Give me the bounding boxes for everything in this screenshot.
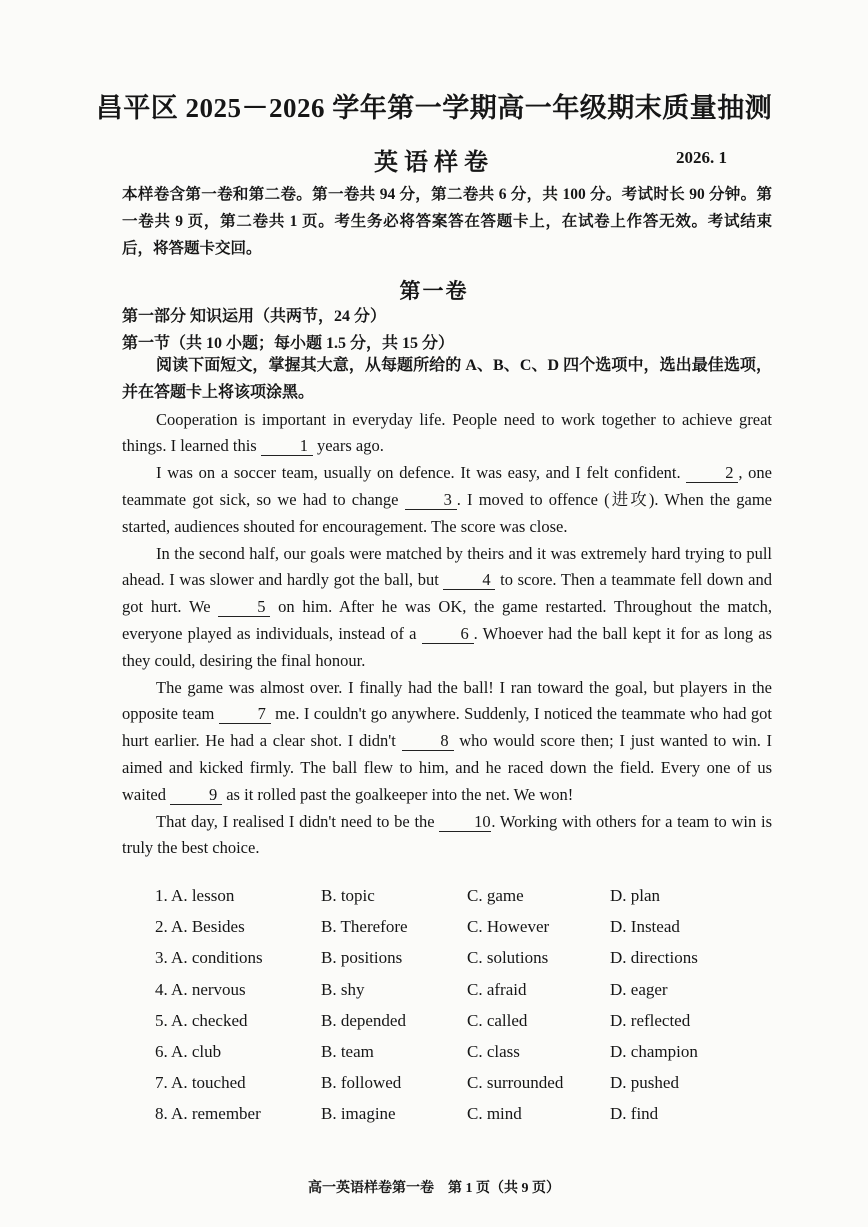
text: , one teammate got sick, so we had to change: [122, 463, 773, 509]
option-row-3: [155, 948, 775, 979]
text: on him. After he was OK, the game restarted. Throughout the match, everyone played as individuals, instead of a: [122, 597, 772, 643]
text: . Working with others for a team to win is truly the best choice.: [122, 811, 772, 858]
option-row-1: [155, 886, 775, 917]
option-d: D. find: [610, 1104, 659, 1124]
option-c: C. called: [467, 1010, 528, 1030]
text: I was on a soccer team, usually on defence. It was easy, and I felt confident.: [156, 463, 687, 483]
text: That day, I realised I didn't need to be the: [156, 811, 440, 831]
blank-8: 8: [402, 732, 454, 751]
text: to score. Then a teammate fell down and got hurt. We: [122, 570, 772, 617]
option-c: C. game: [467, 886, 524, 905]
blank-10: 10: [439, 813, 491, 832]
option-b: B. shy: [321, 979, 365, 999]
option-b: B. depended: [321, 1010, 406, 1030]
text: . Whoever had the ball kept it for as long as they could, desiring the final honour.: [122, 623, 773, 670]
option-a: 5. A. checked: [155, 1010, 248, 1030]
text: as it rolled past the goalkeeper into the net. We won!: [222, 784, 574, 804]
option-c: C. solutions: [467, 948, 549, 968]
option-b: B. followed: [321, 1073, 402, 1093]
answer-options: [155, 886, 775, 1136]
option-c: C. mind: [467, 1104, 522, 1124]
option-a: 7. A. touched: [155, 1073, 246, 1093]
paragraph-2: [122, 460, 772, 540]
option-d: D. directions: [610, 948, 698, 968]
exam-date: 2026. 1: [676, 148, 727, 167]
option-row-2: [155, 917, 775, 948]
part-title: 第一部分 知识运用（共两节，24 分）: [122, 308, 387, 325]
option-a: 2. A. Besides: [155, 917, 245, 937]
option-c: C. class: [467, 1041, 520, 1061]
text: Cooperation is important in everyday life. People need to work together to achieve great things. I learned this: [122, 409, 772, 456]
cloze-passage: [122, 353, 772, 862]
exam-subtitle: 英语样卷: [374, 150, 494, 176]
text: In the second half, our goals were matched by theirs and it was extremely hard trying to pull ahead. I was slower and hardly got the ball, but: [122, 543, 772, 590]
instructions: 阅读下面短文，掌握其大意，从每题所给的 A、B、C、D 四个选项中，选出最佳选项，并在答题卡上将该项涂黑。: [122, 357, 772, 401]
paragraph-4: [122, 675, 772, 809]
option-d: D. Instead: [610, 917, 680, 937]
option-row-8: [155, 1104, 775, 1135]
option-b: B. imagine: [321, 1104, 396, 1124]
option-a: 8. A. remember: [155, 1104, 261, 1124]
option-a: 4. A. nervous: [155, 979, 246, 999]
blank-4: 4: [443, 571, 495, 590]
text: who would score then; I just wanted to win. I aimed and kicked firmly. The ball flew to him, and he raced down the field. Every one of us waited: [122, 731, 773, 804]
volume-title: 第一卷: [399, 279, 469, 303]
text: The game was almost over. I finally had the ball! I ran toward the goal, but players in the opposite team: [122, 677, 772, 724]
blank-1: 1: [261, 437, 313, 456]
blank-2: 2: [686, 464, 738, 483]
blank-7: 7: [219, 705, 271, 724]
section-title: 第一节（共 10 小题；每小题 1.5 分，共 15 分）: [122, 335, 455, 352]
option-c: C. afraid: [467, 979, 527, 999]
blank-5: 5: [218, 598, 270, 617]
exam-title: 昌平区 2025－2026 学年第一学期高一年级期末质量抽测: [95, 93, 773, 123]
text: me. I couldn't go anywhere. Suddenly, I noticed the teammate who had got hurt earlier. He had a clear shot. I didn't: [122, 704, 772, 751]
exam-intro: 本样卷含第一卷和第二卷。第一卷共 94 分，第二卷共 6 分，共 100 分。考试时长 90 分钟。第一卷共 9 页，第二卷共 1 页。考生务必将答案答在答题卡上，在试卷上作答无效。考试结束后，将答题卡交回。: [122, 186, 772, 257]
paragraph-3: [122, 541, 772, 675]
text: years ago.: [312, 436, 384, 456]
option-b: B. topic: [321, 886, 375, 905]
option-b: B. positions: [321, 948, 403, 968]
text: . I moved to offence (进攻). When the game started, audiences shouted for encouragement. The score was close.: [122, 489, 772, 536]
option-a: 1. A. lesson: [155, 886, 235, 905]
option-d: D. champion: [610, 1041, 698, 1061]
option-b: B. Therefore: [321, 917, 408, 937]
blank-6: 6: [422, 625, 474, 644]
option-c: C. surrounded: [467, 1073, 564, 1093]
option-d: D. plan: [610, 886, 661, 905]
page-footer: 高一英语样卷第一卷 第 1 页（共 9 页）: [308, 1181, 560, 1196]
option-a: 6. A. club: [155, 1041, 222, 1061]
option-a: 3. A. conditions: [155, 948, 263, 968]
option-row-7: [155, 1073, 775, 1104]
option-row-5: [155, 1011, 775, 1042]
option-b: B. team: [321, 1041, 374, 1061]
option-d: D. pushed: [610, 1073, 679, 1093]
paragraph-1: [122, 407, 772, 461]
option-row-4: [155, 980, 775, 1011]
blank-9: 9: [170, 786, 222, 805]
option-c: C. However: [467, 917, 550, 937]
option-d: D. reflected: [610, 1010, 691, 1030]
blank-3: 3: [405, 491, 457, 510]
option-row-6: [155, 1042, 775, 1073]
option-d: D. eager: [610, 979, 668, 999]
paragraph-5: [122, 809, 772, 863]
